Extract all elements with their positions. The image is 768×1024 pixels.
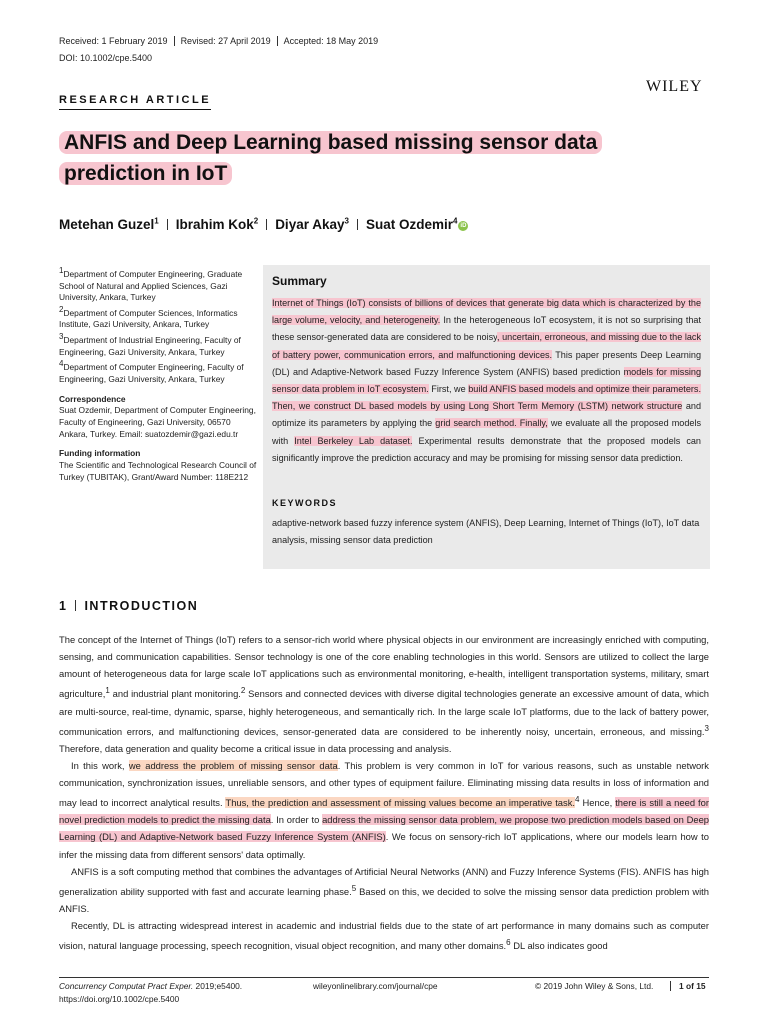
- section-title: INTRODUCTION: [84, 599, 199, 613]
- author-list: [59, 216, 468, 232]
- affiliation: $^3$Department of Industrial Engineering, Faculty of Engineering, Gazi University, Ankara, Turkey: [59, 332, 241, 357]
- body-segment: Sensors and connected devices with diverse digital technologies generate an excessive amount of data, which are multi-source, real-time, dynamic, sparse, highly heterogeneous, and semantically rich. In the large scale IoT platforms, due to the lack of battery power, communication errors, and malfunctioning devices, sensor-generated data are considered to be inherently noisy, uncertain, erroneous, and missing.: [59, 688, 709, 737]
- highlighted-text: , uncertain, erroneous, and missing due to the lack of battery power, communication errors, and malfunctioning devices.: [272, 332, 702, 360]
- author[interactable]: Metehan Guzel$^1$: [59, 216, 159, 232]
- footer-citation: Concurrency Computat Pract Exper. 2019;e5400.: [59, 981, 243, 991]
- body-segment: and industrial plant monitoring.: [109, 688, 241, 700]
- body-segment: Recently, DL is attracting widespread interest in academic and industrial fields due to the state of art performance in many domains such as computer vision, natural language processing, speech recognition, visual object recognition, and many other domains.: [59, 920, 709, 952]
- correspondence-text: Suat Ozdemir, Department of Computer Engineering, Faculty of Engineering, Gazi University, 06570 Ankara, Turkey. Email: suatozdemir@gazi.edu.tr: [59, 405, 256, 439]
- highlighted-text: Internet of Things (IoT) consists of billions of devices that generate big data which is characterized by the large volume, velocity, and heterogeneity.: [272, 298, 701, 326]
- author[interactable]: Ibrahim Kok$^2$: [175, 216, 259, 232]
- body-paragraph: [59, 631, 709, 757]
- summary-segment: we evaluate all the proposed models with: [272, 418, 702, 446]
- summary-segment: and optimize its parameters by applying the: [272, 401, 701, 429]
- summary-segment: This paper presents Deep Learning (DL) and Adaptive-Network based Fuzzy Inference System (ANFIS) based prediction: [272, 349, 702, 377]
- citation-ref[interactable]: 4: [575, 795, 580, 805]
- affiliation: $^1$Department of Computer Engineering, Graduate School of Natural and Applied Sciences, Gazi University, Ankara, Turkey: [59, 266, 243, 303]
- body-paragraph: [59, 863, 709, 917]
- section-number: 1: [59, 599, 68, 613]
- summary-segment: In the heterogeneous IoT ecosystem, it is not so surprising that these sensor-generated data are considered to be noisy: [272, 315, 701, 343]
- author-separator: [266, 219, 267, 230]
- highlighted-text: build ANFIS based models and optimize their parameters. Then, we construct DL based models by using Long Short Term Memory (LSTM) network structure: [272, 384, 701, 412]
- correspondence-heading: Correspondence: [59, 393, 126, 404]
- highlighted-text: Thus, the prediction and assessment of missing values become an imperative task.: [225, 797, 575, 809]
- body-segment: DL also indicates good: [510, 940, 608, 952]
- footer-doi-link[interactable]: https://doi.org/10.1002/cpe.5400: [59, 994, 180, 1004]
- title-line-2: prediction in IoT: [59, 162, 232, 185]
- summary-heading: Summary: [272, 274, 327, 288]
- body-segment: In this work,: [71, 759, 129, 771]
- body-segment: Therefore, data generation and quality become a critical issue in data processing and analysis.: [59, 742, 452, 754]
- footer-website[interactable]: wileyonlinelibrary.com/journal/cpe: [313, 981, 438, 991]
- footer-copyright: © 2019 John Wiley & Sons, Ltd.: [535, 981, 654, 991]
- body-segment: The concept of the Internet of Things (IoT) refers to a sensor-rich world where physical objects in our environment are increasingly enriched with computing, sensing, and communication capabilities. Sensor technology is one of the core enabling technologies in this world. Sensors are utilized to collect the large amount of heterogeneous data for large scale IoT applications such as environmental monitoring, e-health, intelligent transportation systems, military, smart agriculture,: [59, 634, 709, 700]
- introduction-body: [59, 631, 709, 954]
- author-separator: [167, 219, 168, 230]
- author[interactable]: Diyar Akay$^3$: [275, 216, 349, 232]
- affiliation: $^4$Department of Computer Engineering, Faculty of Engineering, Gazi University, Ankara, Turkey: [59, 359, 244, 384]
- author-separator: [357, 219, 358, 230]
- summary-box: [263, 265, 710, 569]
- affiliation: $^2$Department of Computer Sciences, Informatics Institute, Gazi University, Ankara, Turkey: [59, 304, 238, 330]
- section-heading: [59, 599, 198, 613]
- body-segment: ANFIS is a soft computing method that combines the advantages of Artificial Neural Networks (ANN) and Fuzzy Inference Systems (FIS). ANFIS has high generalization ability supported with fast and accurate learning phase.: [59, 865, 709, 897]
- highlighted-text: Intel Berkeley Lab dataset.: [294, 435, 413, 446]
- funding-text: The Scientific and Technological Research Council of Turkey (TUBITAK), Grant/Award Number: 118E212: [59, 460, 257, 482]
- received-date: Received: 1 February 2019: [59, 36, 168, 46]
- body-segment: Hence,: [579, 797, 616, 809]
- body-paragraph: [59, 917, 709, 954]
- highlighted-text: grid search method. Finally,: [435, 418, 548, 429]
- citation-ref[interactable]: 6: [506, 938, 511, 948]
- article-dates: [59, 36, 384, 46]
- doi: DOI: 10.1002/cpe.5400: [59, 53, 153, 63]
- highlighted-text: models for missing sensor data problem in IoT ecosystem.: [272, 366, 701, 395]
- highlighted-text: we address the problem of missing sensor data: [128, 759, 338, 771]
- body-segment: . We focus on sensory-rich IoT applications, where our models learn how to infer the missing data from different sensors' data optimally.: [59, 831, 709, 860]
- page-number: 1 of 15: [670, 981, 706, 991]
- body-segment: . This problem is very common in IoT for various reasons, such as unstable network communication, synchronization issues, unreliable sensors, and other types of equipment failure. Eliminating missing data results in loss of information and may lead to incorrect analytical results.: [59, 759, 709, 809]
- orcid-icon[interactable]: iD: [460, 222, 467, 229]
- footer-rule: [59, 977, 709, 978]
- publisher-logo: WILEY: [646, 78, 703, 95]
- paper-title: [59, 127, 679, 189]
- citation-ref[interactable]: 5: [351, 883, 357, 893]
- highlighted-text: address the missing sensor data problem, we propose two prediction models based on Deep Learning (DL) and Adaptive-Network based Fuzzy Inference System (ANFIS): [59, 814, 710, 843]
- article-type: RESEARCH ARTICLE: [59, 94, 211, 110]
- title-line-1: ANFIS and Deep Learning based missing sensor data: [59, 131, 602, 154]
- revised-date: Revised: 27 April 2019: [174, 36, 277, 46]
- citation-ref[interactable]: 3: [704, 723, 709, 733]
- summary-text: [272, 295, 701, 467]
- keywords-heading: KEYWORDS: [272, 498, 338, 508]
- funding-heading: Funding information: [59, 448, 141, 459]
- accepted-date: Accepted: 18 May 2019: [277, 36, 385, 46]
- summary-segment: Experimental results demonstrate that the proposed models can significantly improve the prediction accuracy and may be promising for missing sensor data prediction.: [272, 435, 701, 463]
- keywords-text: adaptive-network based fuzzy inference system (ANFIS), Deep Learning, Internet of Things (IoT), IoT data analysis, missing sensor data prediction: [272, 518, 700, 545]
- affiliations-column: [59, 265, 259, 483]
- summary-segment: First, we: [428, 384, 469, 395]
- body-segment: Based on this, we decided to solve the missing sensor data prediction problem with ANFIS.: [59, 885, 709, 914]
- body-segment: . In order to: [270, 814, 323, 826]
- author[interactable]: Suat Ozdemir$^4$: [365, 216, 458, 232]
- body-paragraph: [59, 757, 709, 863]
- citation-ref[interactable]: 1: [105, 686, 110, 696]
- highlighted-text: there is still a need for novel prediction models to predict the missing data: [59, 797, 709, 826]
- citation-ref[interactable]: 2: [240, 686, 246, 696]
